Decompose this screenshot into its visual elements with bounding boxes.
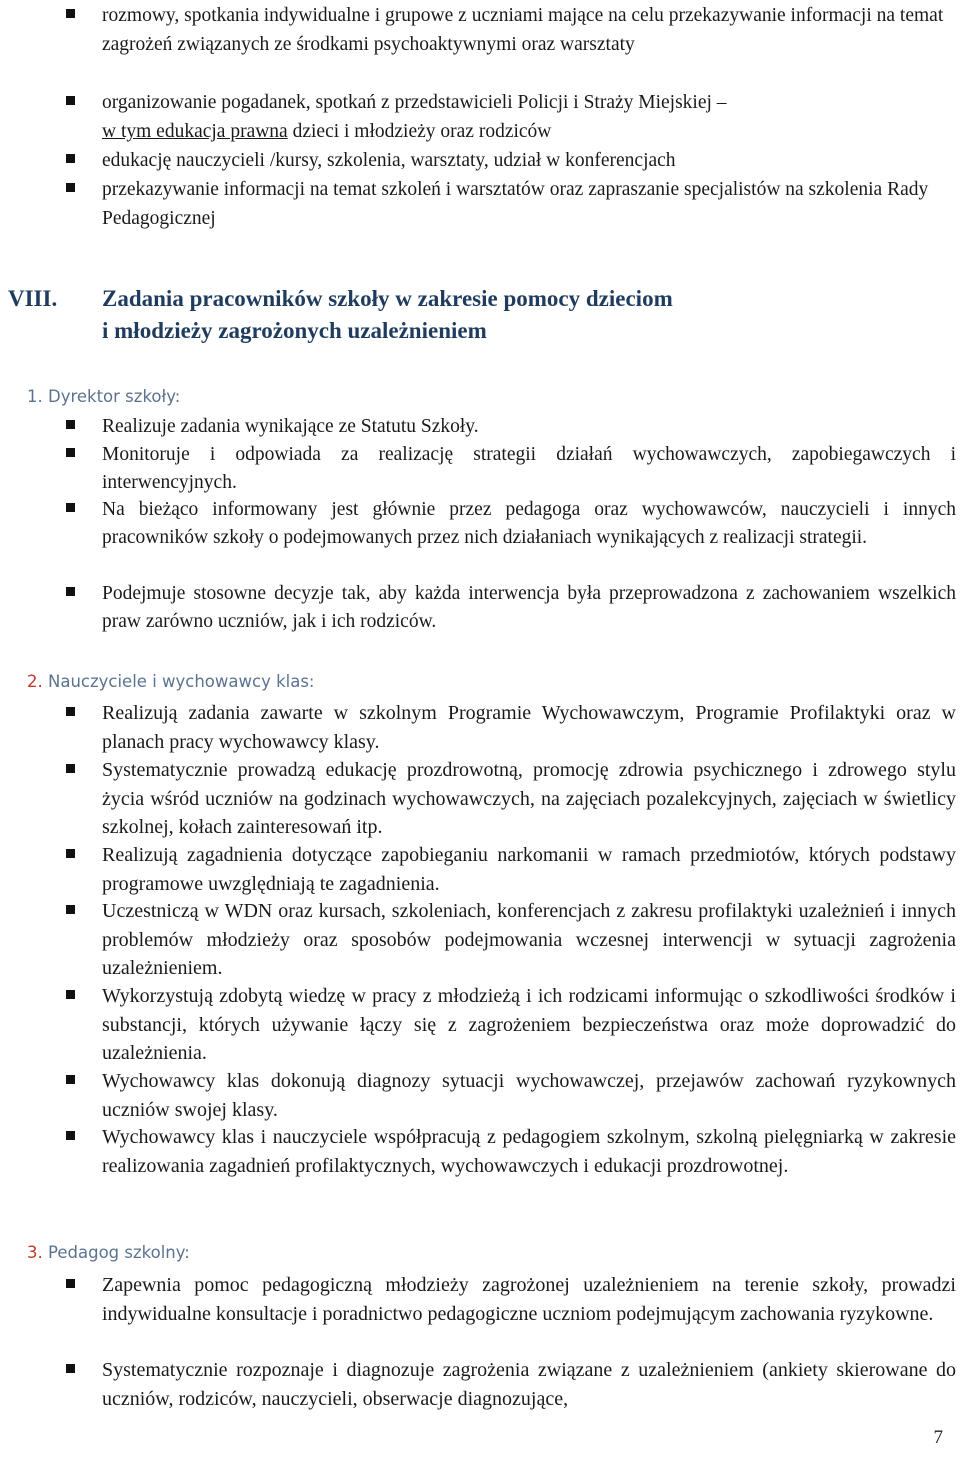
bullet-square-icon [66,154,75,163]
list-item: Wychowawcy klas i nauczyciele współpracują z pedagogiem szkolnym, szkolną pielęgniarką w zakresie realizowania zagadnień profilaktycznych, wychowawczych i edukacji prozdrowotnej. [66,1123,956,1180]
bullet-square-icon [66,96,75,105]
page-number: 7 [933,1427,943,1448]
subsection-heading: 3. Pedagog szkolny: [27,1243,190,1262]
list-item: rozmowy, spotkania indywidualne i grupowe z uczniami mające na celu przekazywanie informacji na temat zagrożeń związanych ze środkami psychoaktywnymi oraz warsztaty [66,1,956,59]
bullet-square-icon [66,420,75,429]
list-item: Uczestniczą w WDN oraz kursach, szkoleniach, konferencjach z zakresu profilaktyki uzależnień i innych problemów młodzieży oraz sposobów podejmowania wczesnej interwencji w sytuacji zagrożenia uzależnieniem. [66,897,956,983]
list-item: Realizują zadania zawarte w szkolnym Programie Wychowawczym, Programie Profilaktyki oraz w planach pracy wychowawcy klasy. [66,699,956,756]
bullet-square-icon [66,1279,75,1288]
section-number: VIII. [8,286,58,311]
bullet-square-icon [66,1131,75,1140]
bullet-square-icon [66,1364,75,1373]
bullet-square-icon [66,707,75,716]
bullet-square-icon [66,905,75,914]
bullet-square-icon [66,849,75,858]
bullet-square-icon [66,9,75,18]
list-item: Na bieżąco informowany jest głównie przez pedagoga oraz wychowawców, nauczycieli i innych pracowników szkoły o podejmowanych przez nich działaniach wynikających z realizacji strategii. [66,496,956,551]
bullet-square-icon [66,990,75,999]
list-item: Monitoruje i odpowiada za realizację strategii działań wychowawczych, zapobiegawczych i interwencyjnych. [66,441,956,496]
bullet-square-icon [66,448,75,457]
list-item: Systematycznie rozpoznaje i diagnozuje zagrożenia związane z uzależnieniem (ankiety skierowane do uczniów, rodziców, nauczycieli, obserwacje diagnozujące, [66,1356,956,1413]
list-item: Realizują zagadnienia dotyczące zapobieganiu narkomanii w ramach przedmiotów, których podstawy programowe uwzględniają te zagadnienia. [66,841,956,898]
bullet-square-icon [66,587,75,596]
bullet-square-icon [66,764,75,773]
section-title: Zadania pracowników szkoły w zakresie pomocy dzieciom i młodzieży zagrożonych uzależnieniem [102,286,673,343]
bullet-square-icon [66,503,75,512]
subsection-heading: 2. Nauczyciele i wychowawcy klas: [27,672,315,691]
list-item: Wychowawcy klas dokonują diagnozy sytuacji wychowawczej, przejawów zachowań ryzykownych uczniów swojej klasy. [66,1067,956,1124]
list-item: Zapewnia pomoc pedagogiczną młodzieży zagrożonej uzależnieniem na terenie szkoły, prowadzi indywidualne konsultacje i poradnictwo pedagogiczne uczniom podejmującym zachowania ryzykowne. [66,1271,956,1328]
list-item: edukację nauczycieli /kursy, szkolenia, warsztaty, udział w konferencjach [66,146,956,175]
subsection-heading: 1. Dyrektor szkoły: [27,387,181,406]
list-item: Wykorzystują zdobytą wiedzę w pracy z młodzieżą i ich rodzicami informując o szkodliwości środków i substancji, których używanie łączy się z zagrożeniem bezpieczeństwa oraz może doprowadzić do uzależnienia. [66,982,956,1068]
list-item: przekazywanie informacji na temat szkoleń i warsztatów oraz zapraszanie specjalistów na szkolenia Rady Pedagogicznej [66,175,956,233]
bullet-square-icon [66,183,75,192]
list-item: organizowanie pogadanek, spotkań z przedstawicieli Policji i Straży Miejskiej – w tym edukacja prawna dzieci i młodzieży oraz rodziców [66,88,956,146]
list-item: Podejmuje stosowne decyzje tak, aby każda interwencja była przeprowadzona z zachowaniem wszelkich praw zarówno uczniów, jak i ich rodziców. [66,580,956,635]
list-item: Systematycznie prowadzą edukację prozdrowotną, promocję zdrowia psychicznego i zdrowego stylu życia wśród uczniów na godzinach wychowawczych, na zajęciach pozalekcyjnych, zajęciach w świetlicy szkolnej, kołach zainteresowań itp. [66,756,956,842]
bullet-square-icon [66,1075,75,1084]
list-item: Realizuje zadania wynikające ze Statutu Szkoły. [66,413,956,441]
